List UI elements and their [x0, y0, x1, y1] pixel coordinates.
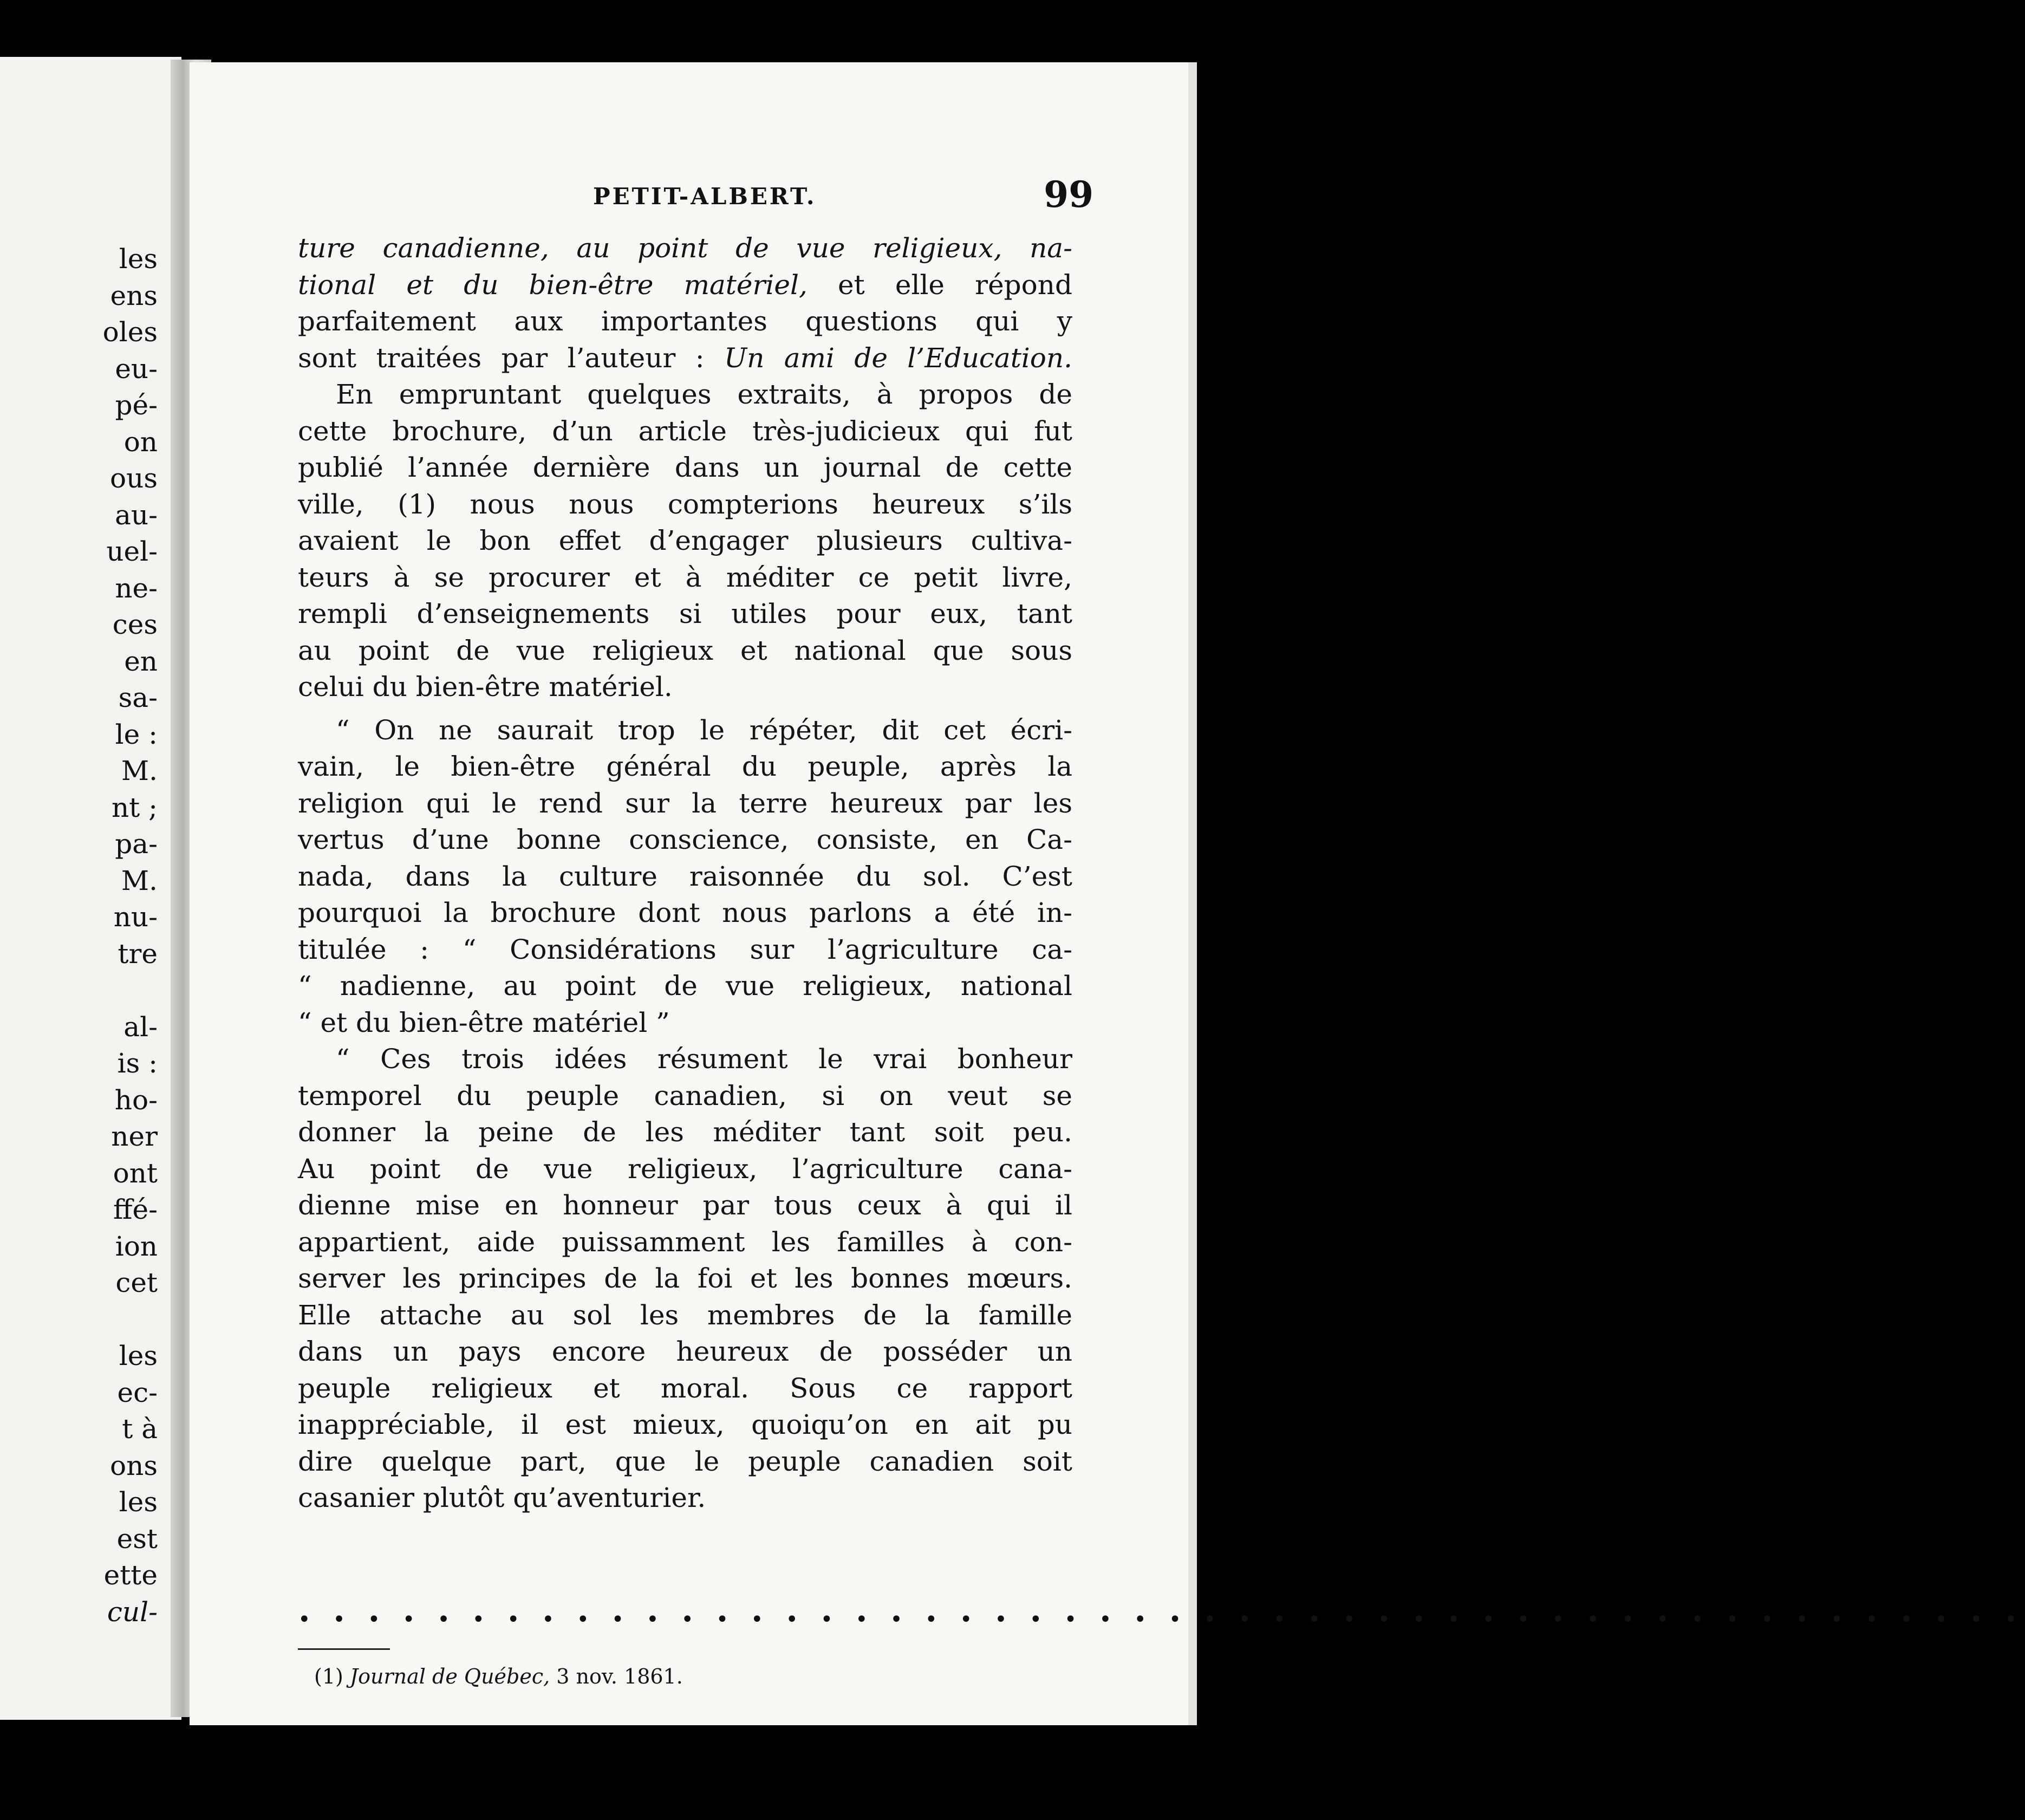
paragraph-gap [298, 706, 1072, 712]
text-line: titulée : “ Considérations sur l’agriculture ca- [298, 933, 1072, 965]
text-line: parfaitement aux importantes questions qui y [298, 306, 1072, 337]
page-number: 99 [1044, 173, 1093, 216]
fragment-line: ne- [115, 572, 158, 604]
text-line: nada, dans la culture raisonnée du sol. C’est [298, 860, 1072, 892]
text-line: vertus d’une bonne conscience, consiste, en Ca- [298, 824, 1072, 855]
fragment-line: en [124, 645, 158, 677]
body-text [298, 230, 1072, 1517]
fragment-line: sa- [118, 682, 158, 713]
fragment-line: ette [103, 1559, 158, 1591]
text-line: temporel du peuple canadien, si on veut se [298, 1080, 1072, 1112]
text-line: Au point de vue religieux, l’agriculture cana- [298, 1153, 1072, 1185]
fragment-line: cul- [107, 1596, 158, 1628]
text-line: En empruntant quelques extraits, à propos de [336, 379, 1072, 410]
text-line: cette brochure, d’un article très-judicieux qui fut [298, 415, 1072, 447]
text-line: publié l’année dernière dans un journal de cette [298, 452, 1072, 483]
text-line: ville, (1) nous nous compterions heureux s’ils [298, 488, 1072, 520]
fragment-line: les [119, 243, 158, 275]
fragment-line: ons [110, 1450, 158, 1481]
text-line: celui du bien-être matériel. [298, 671, 673, 703]
fragment-line: on [123, 426, 158, 458]
page-99 [190, 62, 2025, 1725]
text-line: vain, le bien-être général du peuple, après la [298, 751, 1072, 782]
fragment-line: oles [102, 316, 158, 348]
text-line: “ et du bien-être matériel ” [298, 1006, 670, 1038]
fragment-line: nu- [113, 901, 158, 933]
text-line: inappréciable, il est mieux, quoiqu’on en ait pu [298, 1409, 1072, 1440]
fragment-line: is : [117, 1048, 158, 1079]
fragment-line: ont [113, 1157, 158, 1189]
text-line: server les principes de la foi et les bonnes mœurs. [298, 1263, 1072, 1294]
text-line: ture canadienne, au point de vue religieux, na- [298, 232, 1072, 264]
fragment-line: les [119, 1486, 158, 1518]
text-line: dienne mise en honneur par tous ceux à qui il [298, 1190, 1072, 1221]
footnote-rule [298, 1648, 390, 1650]
fragment-line: ion [115, 1230, 158, 1262]
fragment-line: les [119, 1340, 158, 1372]
fragment-line: eu- [115, 353, 158, 385]
fragment-line: ous [110, 463, 158, 494]
text-line: religion qui le rend sur la terre heureux par les [298, 787, 1072, 819]
fragment-line: nt ; [111, 791, 158, 823]
fragment-line: ho- [114, 1084, 158, 1116]
text-line: rempli d’enseignements si utiles pour eux, tant [298, 598, 1072, 629]
fragment-line: pa- [115, 828, 158, 860]
fragment-line: M. [121, 864, 158, 896]
fragment-line: ffé- [113, 1194, 158, 1225]
previous-page-edge [0, 57, 181, 1720]
text-line: donner la peine de les méditer tant soit peu. [298, 1116, 1072, 1148]
footnote-marker: (1) [314, 1665, 343, 1688]
text-line: “ nadienne, au point de vue religieux, national [298, 970, 1072, 1002]
text-line: dans un pays encore heureux de posséder un [298, 1336, 1072, 1367]
fragment-line: le : [115, 718, 158, 750]
fragment-line [0, 1302, 158, 1338]
footnote-source: Journal de Québec, [349, 1665, 550, 1688]
text-line: peuple religieux et moral. Sous ce rapport [298, 1372, 1072, 1404]
page-header [190, 173, 1188, 217]
running-head: PETIT-ALBERT. [593, 183, 817, 210]
fragment-line: t à [122, 1413, 158, 1445]
text-line: pourquoi la brochure dont nous parlons a été in- [298, 897, 1072, 928]
fragment-line: ec- [117, 1376, 158, 1408]
fragment-line: au- [115, 499, 158, 531]
fragment-line: M. [121, 755, 158, 786]
fragment-line: uel- [106, 536, 158, 567]
fragment-line [0, 972, 158, 1009]
fragment-line: al- [123, 1011, 158, 1043]
fragment-line: pé- [115, 389, 158, 421]
fragment-line: tre [118, 938, 158, 970]
fragment-line: est [116, 1523, 158, 1555]
italic-run: Un ami de l’Education. [724, 342, 1072, 374]
text-line: “ On ne saurait trop le répéter, dit cet écri- [336, 714, 1072, 746]
text-line: au point de vue religieux et national que sous [298, 634, 1072, 666]
text-line: casanier plutôt qu’aventurier. [298, 1482, 706, 1513]
footnote-date: 3 nov. 1861. [550, 1665, 683, 1688]
fragment-line: ces [112, 609, 158, 640]
text-line [298, 340, 1072, 377]
text-line: “ Ces trois idées résument le vrai bonheur [336, 1043, 1072, 1075]
roman-run: sont traitées par l’auteur : [298, 342, 724, 374]
ellipsis-separator: • • • • • • • • • • • • • • • • • • • • • • • • • • • • • • • • • • • • • • • • • • • • • • • • • • [298, 1607, 2025, 1632]
previous-page-fragments [0, 241, 158, 1630]
text-line: appartient, aide puissamment les familles à con- [298, 1226, 1072, 1258]
roman-run: et elle répond [807, 269, 1072, 301]
text-line: avaient le bon effet d’engager plusieurs cultiva- [298, 525, 1072, 556]
text-line: teurs à se procurer et à méditer ce petit livre, [298, 561, 1072, 593]
text-line [298, 267, 1072, 304]
italic-run: tional et du bien-être matériel, [298, 269, 808, 301]
fragment-line: cet [115, 1267, 158, 1298]
fragment-line: ens [110, 280, 158, 311]
text-line: dire quelque part, que le peuple canadien soit [298, 1445, 1072, 1477]
footnote [314, 1665, 683, 1688]
text-line: Elle attache au sol les membres de la famille [298, 1299, 1072, 1331]
fragment-line: ner [111, 1121, 158, 1152]
